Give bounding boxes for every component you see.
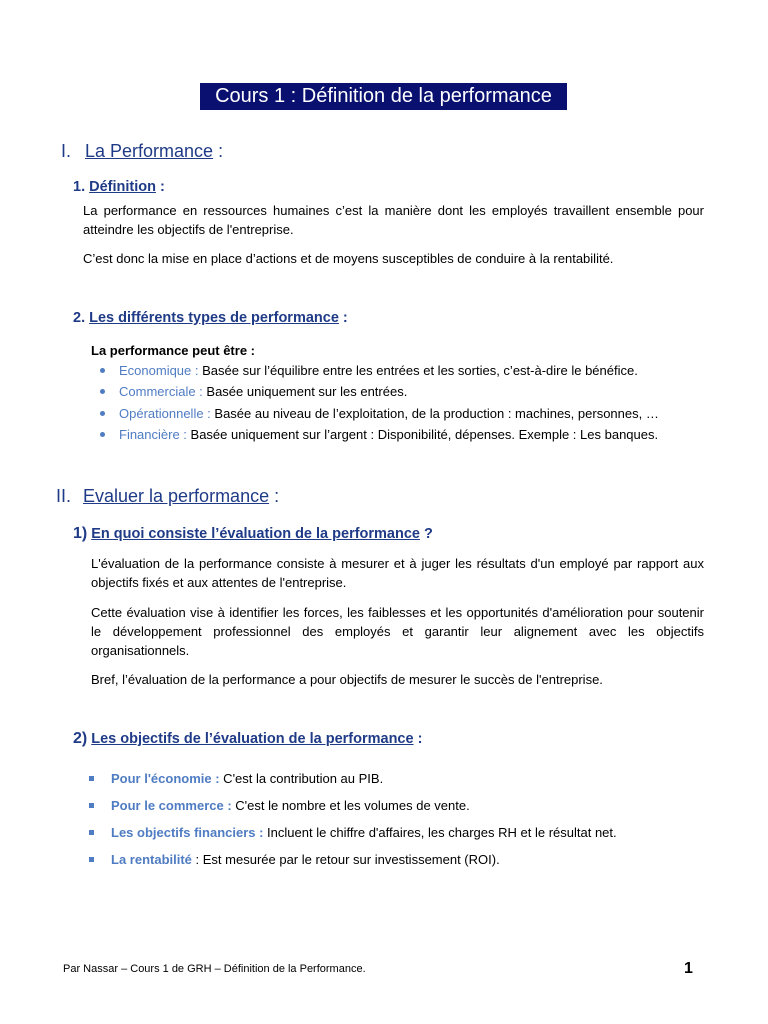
list-item-term: Commerciale : bbox=[119, 384, 203, 400]
evaluation-paragraph-3: Bref, l’évaluation de la performance a pour objectifs de mesurer le succès de l'entreprise. bbox=[91, 672, 603, 687]
subsection-1-1-heading bbox=[73, 179, 165, 195]
list-item-text: Basée uniquement sur l’argent : Disponibilité, dépenses. Exemple : Les banques. bbox=[186, 426, 659, 442]
subsection-2-2-heading bbox=[73, 730, 422, 748]
list-item-term: Financière : bbox=[119, 426, 187, 442]
subsection-2-1-title: En quoi consiste l’évaluation de la performance bbox=[91, 526, 420, 542]
bullet-icon bbox=[100, 411, 105, 416]
list-item bbox=[100, 424, 659, 445]
subsection-1-1-title: Définition bbox=[89, 179, 156, 195]
list-item bbox=[89, 846, 617, 873]
list-item bbox=[89, 819, 617, 846]
definition-paragraph-2: C’est donc la mise en place d’actions et de moyens susceptibles de conduire à la rentabilité. bbox=[83, 251, 614, 266]
list-item-text: Basée au niveau de l’exploitation, de la production : machines, personnes, … bbox=[210, 405, 659, 421]
list-item-text: : Est mesurée par le retour sur investissement (ROI). bbox=[191, 852, 500, 867]
subsection-2-1-number: 1) bbox=[73, 525, 88, 542]
subsection-1-2-heading bbox=[73, 310, 348, 326]
subsection-2-1-colon: ? bbox=[419, 526, 433, 542]
section-1-heading bbox=[61, 141, 223, 162]
page-number: 1 bbox=[684, 960, 693, 977]
evaluation-objectives-list bbox=[89, 765, 617, 873]
subsection-2-1-heading bbox=[73, 525, 433, 543]
subsection-1-1-number: 1. bbox=[73, 179, 86, 195]
evaluation-paragraph-2: Cette évaluation vise à identifier les forces, les faiblesses et les opportunités d'amélioration pour soutenir le développement professionnel des employés et garantir leur alignement avec les objectifs organisationnels. bbox=[91, 605, 704, 658]
document-title: Cours 1 : Définition de la performance bbox=[200, 83, 567, 110]
list-item-text: Incluent le chiffre d'affaires, les charges RH et le résultat net. bbox=[263, 825, 617, 840]
bullet-icon bbox=[100, 432, 105, 437]
list-item bbox=[100, 360, 659, 381]
list-item-text: C'est le nombre et les volumes de vente. bbox=[231, 798, 470, 813]
subsection-2-2-number: 2) bbox=[73, 730, 88, 747]
list-item bbox=[100, 381, 659, 402]
subsection-1-1-colon: : bbox=[155, 179, 165, 195]
performance-types-list bbox=[100, 360, 659, 445]
bullet-icon bbox=[89, 776, 94, 781]
list-item bbox=[89, 792, 617, 819]
bullet-icon bbox=[89, 803, 94, 808]
evaluation-paragraph-1: L'évaluation de la performance consiste à mesurer et à juger les résultats d'un employé par rapport aux objectifs fixés et aux attentes de l'entreprise. bbox=[91, 556, 704, 590]
list-item-term: Pour le commerce : bbox=[111, 798, 232, 813]
list-item-text: Basée sur l’équilibre entre les entrées et les sorties, c’est-à-dire le bénéfice. bbox=[198, 363, 638, 378]
subsection-1-2-title: Les différents types de performance bbox=[89, 310, 339, 326]
subsection-2-2-title: Les objectifs de l’évaluation de la performance bbox=[91, 731, 414, 747]
section-1-colon: : bbox=[213, 141, 224, 161]
section-1-number: I. bbox=[61, 141, 72, 161]
list-item-text: Basée uniquement sur les entrées. bbox=[202, 384, 408, 400]
list-item-term: La rentabilité bbox=[111, 852, 192, 867]
section-2-number: II. bbox=[56, 486, 72, 506]
section-2-heading bbox=[56, 486, 279, 507]
types-lead-text: La performance peut être : bbox=[91, 343, 255, 358]
subsection-2-2-colon: : bbox=[413, 731, 423, 747]
bullet-icon bbox=[89, 857, 94, 862]
list-item bbox=[89, 765, 617, 792]
section-2-title: Evaluer la performance bbox=[83, 486, 270, 506]
section-1-title: La Performance bbox=[85, 141, 214, 161]
page-footer: Par Nassar – Cours 1 de GRH – Définition de la Performance. bbox=[63, 963, 366, 975]
list-item-term: Opérationnelle : bbox=[119, 405, 211, 421]
section-2-colon: : bbox=[269, 486, 280, 506]
bullet-icon bbox=[100, 368, 105, 373]
list-item-term: Pour l'économie : bbox=[111, 771, 220, 786]
list-item-term: Les objectifs financiers : bbox=[111, 825, 264, 840]
list-item-term: Economique : bbox=[119, 363, 199, 378]
definition-paragraph-1: La performance en ressources humaines c’est la manière dont les employés travaillent ensemble pour atteindre les objectifs de l'entreprise. bbox=[83, 203, 704, 237]
list-item bbox=[100, 403, 659, 424]
subsection-1-2-colon: : bbox=[338, 310, 348, 326]
list-item-text: C'est la contribution au PIB. bbox=[219, 771, 384, 786]
bullet-icon bbox=[89, 830, 94, 835]
subsection-1-2-number: 2. bbox=[73, 310, 86, 326]
bullet-icon bbox=[100, 389, 105, 394]
